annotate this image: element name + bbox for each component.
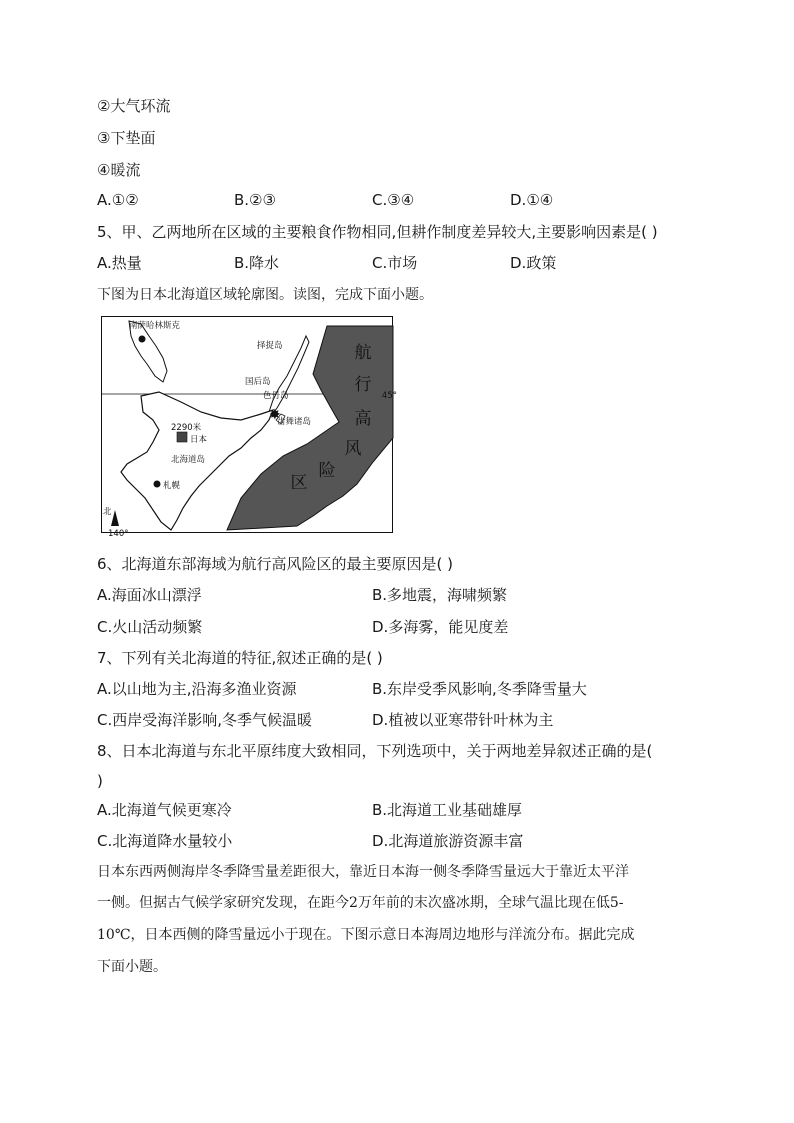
q4-choice-d: D.①④ <box>510 191 554 209</box>
label-zeze: 择捉岛 <box>257 341 283 351</box>
label-sapporo: 札幌 <box>163 481 181 491</box>
q6-choice-a: A.海面冰山漂浮 <box>97 586 202 604</box>
q8-choice-a: A.北海道气候更寒冷 <box>97 801 232 819</box>
q7-stem: 7、下列有关北海道的特征,叙述正确的是( ) <box>97 649 383 667</box>
hokkaido-map <box>101 316 397 539</box>
q7-choice-d: D.植被以亚寒带针叶林为主 <box>372 711 554 729</box>
mountain-peak-icon <box>177 432 187 442</box>
q6-choice-c: C.火山活动频繁 <box>97 618 203 636</box>
option-line-2: ②大气环流 <box>97 97 171 115</box>
risk-char-3: 高 <box>354 409 372 429</box>
label-yuzhno: 南萨哈林斯克 <box>129 321 181 331</box>
q5-choice-c: C.市场 <box>372 254 418 272</box>
label-chiwu: 齿舞诸岛 <box>277 417 312 427</box>
q7-choice-b: B.东岸受季风影响,冬季降雪量大 <box>372 680 587 698</box>
label-sedan: 色丹岛 <box>263 391 289 401</box>
q4-choice-b: B.②③ <box>234 191 276 209</box>
intro-hokkaido: 下图为日本北海道区域轮廓图。读图，完成下面小题。 <box>97 287 433 303</box>
q6-choice-d: D.多海雾，能见度差 <box>372 618 509 636</box>
label-north: 北 <box>103 507 112 517</box>
intro-japan-line-3: 10℃，日本西侧的降雪量远小于现在。下图示意日本海周边地形与洋流分布。据此完成 <box>97 927 635 943</box>
q8-choice-d: D.北海道旅游资源丰富 <box>372 832 524 850</box>
q8-choice-c: C.北海道降水量较小 <box>97 832 233 850</box>
risk-char-2: 行 <box>354 375 372 395</box>
intro-japan-line-1: 日本东西两侧海岸冬季降雪量差距很大，靠近日本海一侧冬季降雪量远大于靠近太平洋 <box>97 864 629 880</box>
label-japan: 日本 <box>190 435 208 445</box>
risk-char-4: 风 <box>344 439 362 459</box>
label-peak: 2290米 <box>171 423 202 433</box>
label-lon140: 140° <box>108 529 129 539</box>
risk-char-6: 区 <box>290 473 308 493</box>
label-guohou: 国后岛 <box>245 377 271 387</box>
q8-choice-b: B.北海道工业基础雄厚 <box>372 801 523 819</box>
intro-japan-line-4: 下面小题。 <box>97 959 167 975</box>
yuzhno-dot <box>139 336 146 343</box>
q4-choice-c: C.③④ <box>372 191 415 209</box>
label-hokkaido: 北海道岛 <box>171 455 206 465</box>
intro-japan-line-2: 一侧。但据古气候学家研究发现，在距今2万年前的末次盛冰期，全球气温比现在低5- <box>97 895 624 911</box>
option-line-3: ③下垫面 <box>97 129 156 147</box>
risk-char-5: 险 <box>318 461 336 481</box>
option-line-4: ④暖流 <box>97 161 141 179</box>
sapporo-dot <box>154 481 161 488</box>
q5-choice-a: A.热量 <box>97 254 142 272</box>
q4-choice-a: A.①② <box>97 191 139 209</box>
risk-char-1: 航 <box>354 343 372 363</box>
q5-choice-d: D.政策 <box>510 254 557 272</box>
q5-choice-b: B.降水 <box>234 254 280 272</box>
label-lat45: 45° <box>381 391 397 401</box>
q6-choice-b: B.多地震，海啸频繁 <box>372 586 508 604</box>
q6-stem: 6、北海道东部海域为航行高风险区的最主要原因是( ) <box>97 555 454 573</box>
q8-stem-close: ) <box>97 772 103 790</box>
q7-choice-a: A.以山地为主,沿海多渔业资源 <box>97 680 297 698</box>
q5-stem: 5、甲、乙两地所在区域的主要粮食作物相同,但耕作制度差异较大,主要影响因素是( ) <box>97 223 658 241</box>
q8-stem: 8、日本北海道与东北平原纬度大致相同，下列选项中，关于两地差异叙述正确的是( <box>97 742 653 760</box>
shipwreck-star-icon: ✸ <box>269 407 281 423</box>
q7-choice-c: C.西岸受海洋影响,冬季气候温暖 <box>97 711 313 729</box>
